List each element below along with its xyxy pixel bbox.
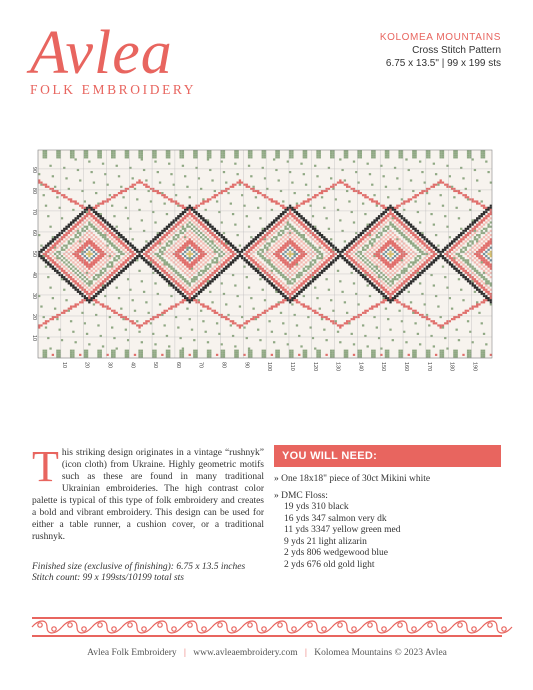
- x-tick-label: 90: [243, 362, 250, 369]
- y-tick-label: 30: [31, 293, 37, 300]
- brand-logo: [30, 19, 220, 98]
- materials-title: YOU WILL NEED:: [282, 450, 378, 462]
- pattern-header: [380, 31, 501, 70]
- y-tick-label: 40: [31, 272, 37, 279]
- pattern-specs: [32, 562, 272, 584]
- materials-heading-bar: [274, 445, 501, 467]
- cross-stitch-chart: [32, 148, 502, 396]
- x-tick-label: 150: [380, 362, 387, 372]
- x-tick-label: 50: [152, 362, 159, 369]
- x-tick-label: 120: [311, 362, 318, 372]
- x-tick-label: 60: [174, 362, 181, 369]
- x-tick-label: 160: [403, 362, 409, 372]
- x-tick-label: 130: [334, 362, 341, 372]
- intro-paragraph: [32, 442, 264, 543]
- stitch-count: Stitch count: 99 x 199sts/10199 total sts: [32, 573, 184, 583]
- y-tick-label: 10: [31, 335, 37, 342]
- chart-svg: [32, 148, 502, 396]
- floss-item: 2 yds 806 wedgewood blue: [284, 548, 388, 558]
- pattern-title: KOLOMEA MOUNTAINS: [379, 32, 501, 43]
- x-tick-label: 190: [471, 362, 478, 372]
- floss-heading: » DMC Floss:: [274, 490, 328, 501]
- y-tick-label: 80: [31, 187, 37, 195]
- decorative-border: [32, 616, 502, 638]
- footer-credit: Kolomea Mountains © 2023 Avlea: [314, 648, 447, 658]
- floss-item: 19 yds 310 black: [284, 502, 349, 512]
- floss-item: 9 yds 21 light alizarin: [284, 536, 367, 547]
- fabric-item: » One 18x18" piece of 30ct Mikini white: [274, 474, 431, 484]
- intro-text: his striking design originates in a vintage “rushnyk” (icon cloth) from Ukraine. Highly geometric motifs such as these are found in many traditional Ukrainian embroideries. The high contrast color palette is typical of this type of folk embroidery and creates a bold and vibrant embroidery. This design can be used for either a table runner, a cushion cover, or a traditional rushnyk.: [32, 448, 264, 542]
- vine-border-ornament: [32, 616, 502, 638]
- brand-tagline: FOLK EMBROIDERY: [30, 82, 197, 97]
- x-tick-label: 180: [448, 362, 455, 372]
- materials-list: [274, 474, 501, 571]
- pattern-subtitle: Cross Stitch Pattern: [412, 45, 501, 56]
- y-tick-label: 50: [31, 250, 37, 258]
- x-tick-label: 10: [60, 362, 67, 369]
- footer-separator: |: [184, 648, 186, 658]
- x-tick-label: 20: [83, 362, 90, 369]
- page-footer: [32, 648, 502, 658]
- brand-name: Avlea: [30, 19, 173, 87]
- y-tick-label: 70: [31, 208, 37, 216]
- footer-separator: |: [304, 648, 307, 658]
- footer-url[interactable]: www.avleaembroidery.com: [193, 648, 298, 658]
- intro-dropcap: T: [32, 442, 59, 491]
- pattern-size: 6.75 x 13.5" | 99 x 199 sts: [385, 58, 501, 69]
- footer-brand: Avlea Folk Embroidery: [87, 648, 177, 658]
- x-tick-label: 80: [220, 362, 227, 369]
- floss-item: 16 yds 347 salmon very dk: [284, 513, 387, 524]
- x-tick-label: 110: [289, 362, 295, 371]
- y-tick-label: 60: [31, 229, 37, 237]
- finished-size: Finished size (exclusive of finishing): 6.75 x 13.5 inches: [32, 562, 246, 572]
- y-tick-label: 90: [31, 166, 37, 174]
- x-tick-label: 100: [266, 362, 273, 372]
- floss-item: 11 yds 3347 yellow green med: [284, 525, 401, 535]
- floss-item: 2 yds 676 old gold light: [284, 559, 375, 570]
- x-tick-label: 140: [357, 362, 364, 372]
- x-tick-label: 30: [106, 362, 113, 369]
- x-tick-label: 70: [197, 362, 204, 369]
- x-tick-label: 40: [129, 362, 136, 369]
- y-tick-label: 20: [31, 314, 37, 321]
- x-tick-label: 170: [425, 362, 432, 372]
